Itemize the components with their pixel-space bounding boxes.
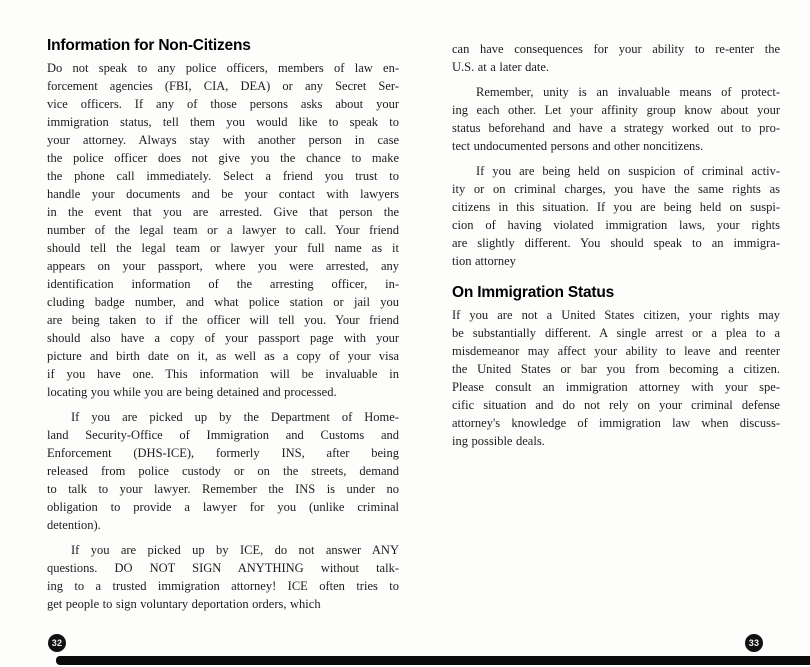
book-edge-shadow — [56, 656, 810, 665]
text-line: if you have one. This information will be invaluable in — [47, 367, 399, 381]
page-left — [47, 36, 399, 613]
paragraph — [47, 408, 399, 534]
page-number-right: 33 — [748, 638, 760, 648]
text-line: identification information of the arresting officer, in- — [47, 277, 399, 291]
page-number-badge-left — [48, 634, 66, 652]
text-line: locating you while you are being detained and processed. — [47, 385, 337, 399]
page-number-badge-right — [745, 634, 763, 652]
text-line: are being taken to if the officer will tell you. Your friend — [47, 313, 399, 327]
text-line: are slightly different. You should speak to an immigra- — [452, 236, 780, 250]
page-number-left: 32 — [51, 638, 63, 648]
text-line: ity or on criminal charges, you have the same rights as — [452, 182, 780, 196]
text-line: misdemeanor may affect your ability to leave and reenter — [452, 344, 780, 358]
text-line: cific situation and do not rely on your criminal defense — [452, 398, 780, 412]
text-line: vice officers. If any of those persons asks about your — [47, 97, 399, 111]
text-line: cluding badge number, and what police station or jail you — [47, 295, 399, 309]
text-line: status beforehand and have a strategy worked out to pro- — [452, 121, 780, 135]
text-line: land Security-Office of Immigration and Customs and — [47, 428, 399, 442]
text-line: tect undocumented persons and other noncitizens. — [452, 139, 704, 153]
text-line: released from police custody or on the streets, demand — [47, 464, 399, 478]
text-line: tion attorney — [452, 254, 516, 268]
text-section — [452, 283, 780, 450]
text-line: Do not speak to any police officers, members of law en- — [47, 61, 399, 75]
text-line: questions. DO NOT SIGN ANYTHING without talk- — [47, 561, 399, 575]
text-line: picture and birth date on it, as well as a copy of your visa — [47, 349, 399, 363]
section-heading: On Immigration Status — [452, 284, 615, 301]
paragraph — [47, 59, 399, 401]
text-line: detention). — [47, 518, 101, 532]
text-line: cion of having violated immigration laws, your rights — [452, 218, 780, 232]
paragraph — [452, 83, 780, 155]
text-section — [47, 36, 399, 613]
text-line: to talk to your lawyer. Remember the INS is under no — [47, 482, 399, 496]
text-line: handle your documents and be your contact with lawyers — [47, 187, 399, 201]
paragraph — [452, 306, 780, 450]
paragraph — [452, 40, 780, 76]
text-line: appears on your passport, where you were arrested, any — [47, 259, 399, 273]
text-section — [452, 40, 780, 270]
text-line: forcement agencies (FBI, CIA, DEA) or any Secret Ser- — [47, 79, 399, 93]
text-line: If you are being held on suspicion of criminal activ- — [476, 164, 780, 178]
text-line: immigration status, tell them you would like to speak to — [47, 115, 399, 129]
paragraph — [452, 162, 780, 270]
text-line: your attorney. Always stay with another person in case — [47, 133, 399, 147]
text-line: get people to sign voluntary deportation orders, which — [47, 597, 321, 611]
text-line: number of the legal team or a lawyer to call. Your friend — [47, 223, 399, 237]
text-line: ing to a trusted immigration attorney! ICE often tries to — [47, 579, 399, 593]
text-line: citizens in this situation. If you are being held on suspi- — [452, 200, 780, 214]
text-line: in the event that you are arrested. Give that person the — [47, 205, 399, 219]
text-line: If you are not a United States citizen, your rights may — [452, 308, 780, 322]
text-line: Please consult an immigration attorney with your spe- — [452, 380, 780, 394]
text-line: U.S. at a later date. — [452, 60, 550, 74]
text-line: If you are picked up by the Department of Home- — [71, 410, 399, 424]
section-heading: Information for Non-Citizens — [47, 37, 251, 54]
page-right — [452, 40, 780, 450]
text-line: Remember, unity is an invaluable means of protect- — [476, 85, 780, 99]
text-line: ing possible deals. — [452, 434, 545, 448]
text-line: should tell the legal team or lawyer your full name as it — [47, 241, 399, 255]
text-line: the police officer does not give you the chance to make — [47, 151, 399, 165]
text-line: obligation to provide a lawyer for you (unlike criminal — [47, 500, 399, 514]
paragraph — [47, 541, 399, 613]
text-line: Enforcement (DHS-ICE), formerly INS, after being — [47, 446, 399, 460]
text-line: the United States or bar you from becoming a citizen. — [452, 362, 780, 376]
text-line: can have consequences for your ability to re-enter the — [452, 42, 780, 56]
text-line: be substantially different. A single arrest or a plea to a — [452, 326, 780, 340]
text-line: should also have a copy of your passport page with your — [47, 331, 399, 345]
text-line: ing each other. Let your affinity group know about your — [452, 103, 780, 117]
text-line: the phone call immediately. Select a friend you trust to — [47, 169, 399, 183]
text-line: attorney's knowledge of immigration law when discuss- — [452, 416, 780, 430]
text-line: If you are picked up by ICE, do not answer ANY — [71, 543, 399, 557]
